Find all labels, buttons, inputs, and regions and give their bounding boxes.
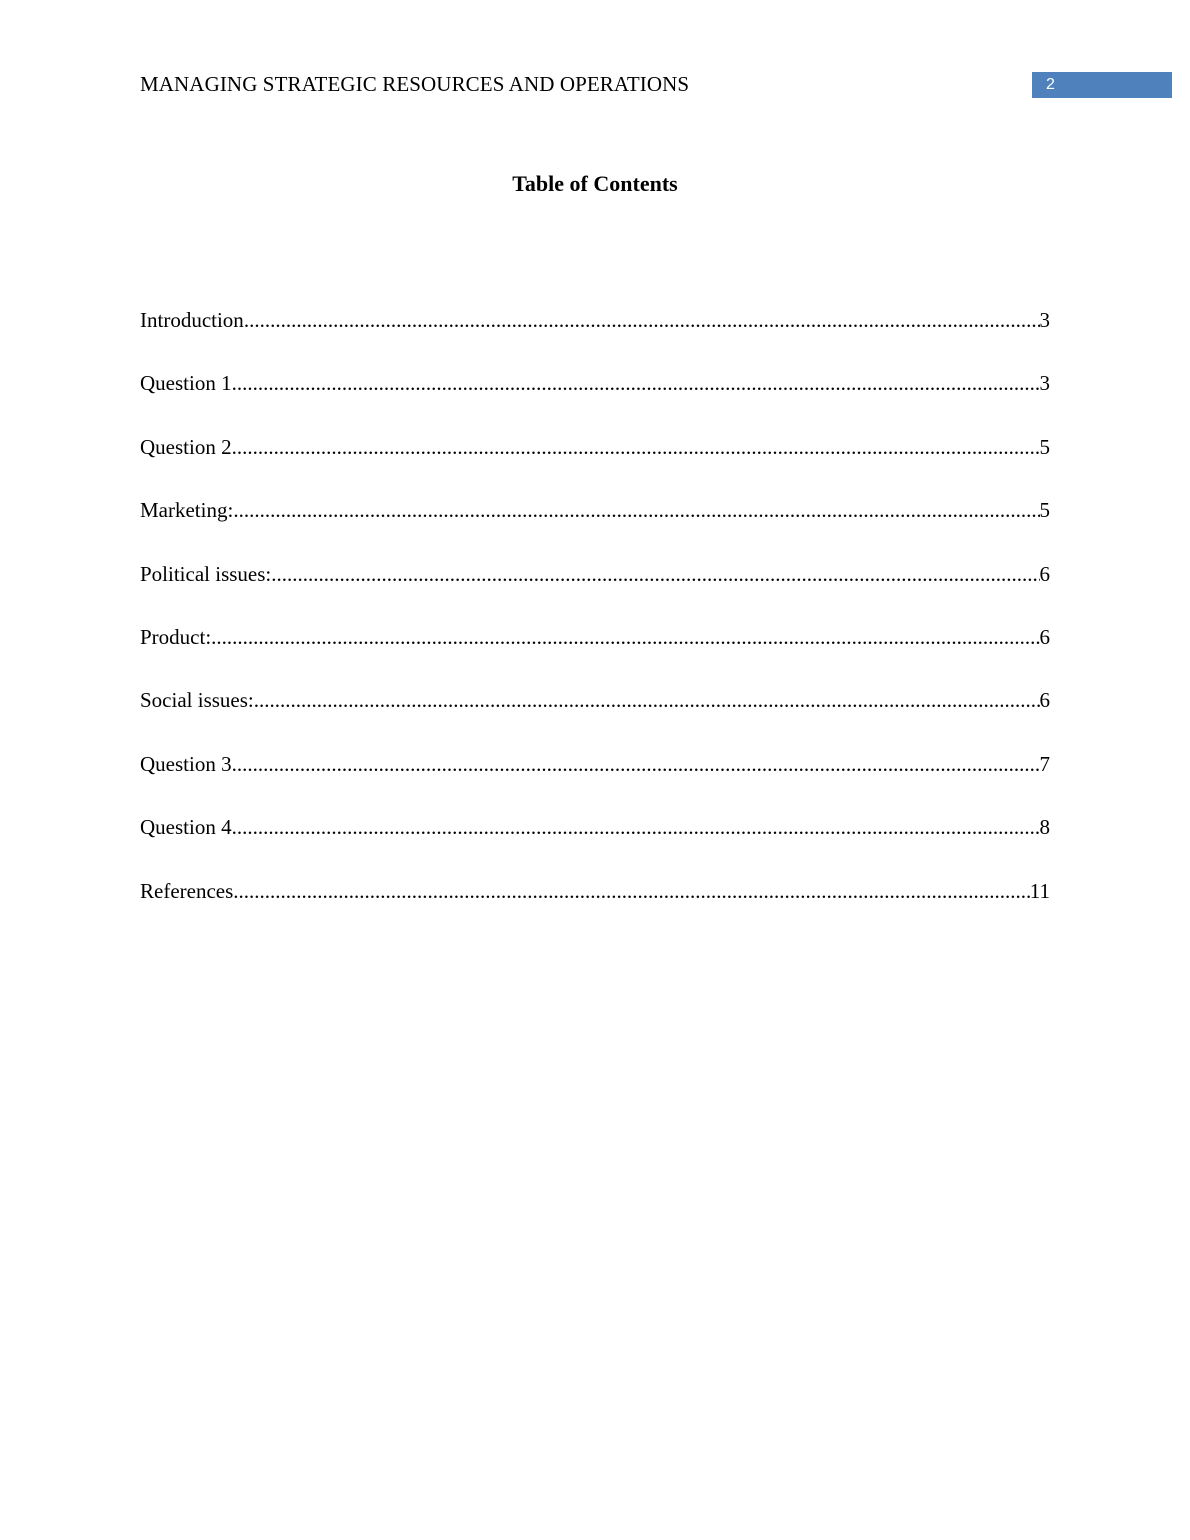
- toc-entry-references[interactable]: [140, 876, 1050, 939]
- toc-dot-leader: [244, 305, 1040, 335]
- toc-entry-page: 8: [1039, 815, 1050, 840]
- page-number-badge: [1032, 72, 1172, 98]
- toc-entry-page: 6: [1039, 688, 1050, 713]
- toc-dot-leader: [232, 432, 1040, 462]
- toc-dot-leader: [233, 495, 1039, 525]
- toc-dot-leader: [271, 559, 1039, 589]
- toc-entry-page: 3: [1039, 308, 1050, 332]
- toc-heading: Table of Contents: [512, 171, 678, 196]
- toc-entry-label: Question 2: [140, 434, 232, 459]
- toc-entry-page: 3: [1039, 371, 1050, 396]
- toc-entry-page: 6: [1039, 561, 1050, 586]
- toc-dot-leader: [211, 622, 1039, 652]
- toc-entry-political-issues[interactable]: [140, 559, 1050, 622]
- toc-entry-label: Question 3: [140, 751, 232, 776]
- running-header: MANAGING STRATEGIC RESOURCES AND OPERATIONS: [140, 72, 690, 96]
- toc-entry-label: Political issues:: [140, 561, 272, 586]
- toc-entry-question-2[interactable]: [140, 432, 1050, 495]
- toc-entry-question-4[interactable]: [140, 812, 1050, 875]
- toc-entry-label: Question 1: [140, 371, 232, 396]
- toc-entry-question-1[interactable]: [140, 368, 1050, 431]
- toc-entry-label: References: [140, 878, 234, 903]
- toc-entry-label: Social issues:: [140, 688, 254, 713]
- toc-entry-question-3[interactable]: [140, 749, 1050, 812]
- toc-list: [140, 305, 1050, 939]
- toc-entry-page: 7: [1039, 751, 1050, 776]
- toc-dot-leader: [254, 685, 1040, 715]
- toc-entry-page: 11: [1029, 878, 1050, 903]
- toc-entry-page: 5: [1039, 498, 1050, 523]
- toc-entry-label: Product:: [140, 624, 212, 649]
- toc-entry-label: Introduction: [140, 308, 244, 332]
- toc-dot-leader: [233, 876, 1029, 906]
- toc-dot-leader: [232, 812, 1040, 842]
- toc-entry-social-issues[interactable]: [140, 685, 1050, 748]
- toc-entry-marketing[interactable]: [140, 495, 1050, 558]
- page-number: 2: [1046, 76, 1055, 93]
- toc-dot-leader: [232, 368, 1040, 398]
- toc-entry-introduction[interactable]: [140, 305, 1050, 368]
- toc-entry-label: Question 4: [140, 815, 232, 840]
- toc-entry-product[interactable]: [140, 622, 1050, 685]
- toc-dot-leader: [232, 749, 1040, 779]
- toc-entry-page: 6: [1039, 624, 1050, 649]
- toc-entry-label: Marketing:: [140, 498, 234, 523]
- toc-entry-page: 5: [1039, 434, 1050, 459]
